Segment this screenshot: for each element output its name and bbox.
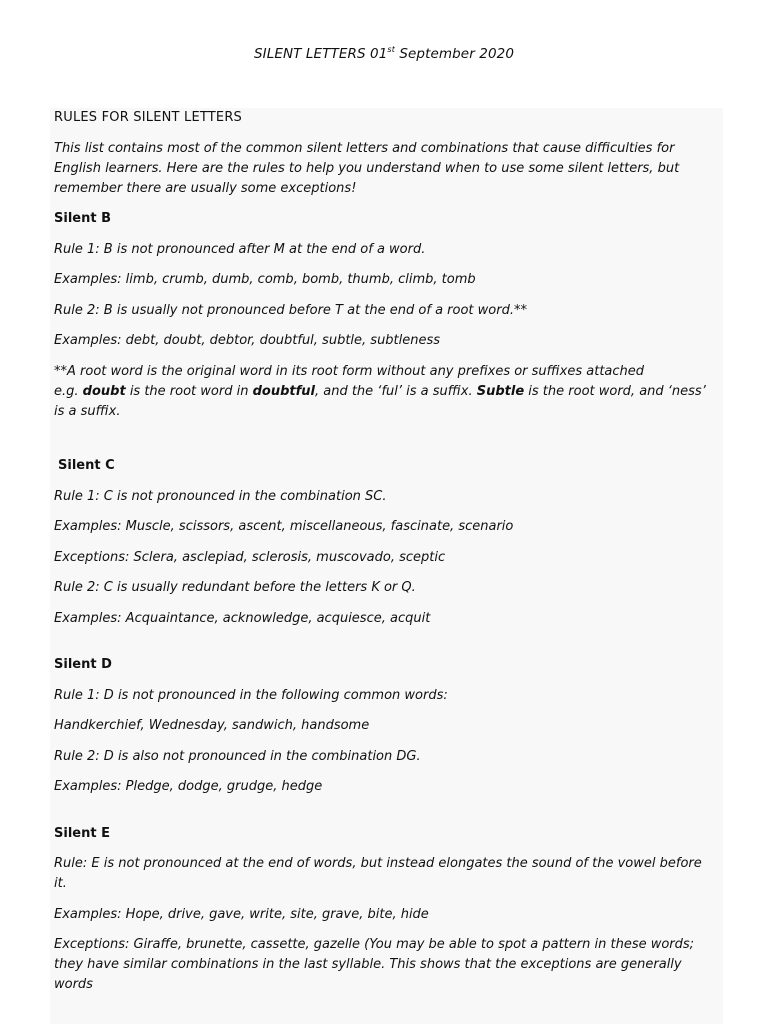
silent-c-heading: Silent C <box>58 458 115 473</box>
root-word-note-line-1: **A root word is the original word in its root form without any prefixes or suffixes attached <box>54 363 645 379</box>
note-end: is the root word, and ‘ness’ is a suffix. <box>54 383 706 419</box>
silent-b-heading: Silent B <box>54 211 111 226</box>
page-title <box>0 46 768 62</box>
title-ordinal-suffix: st <box>387 45 395 54</box>
note-mid-1: is the root word in <box>129 383 249 399</box>
silent-e-exceptions: Exceptions: Giraffe, brunette, cassette, gazelle (You may be able to spot a pattern in these words; they have similar combinations in the last syllable. This shows that the exceptions are generally words <box>54 937 695 992</box>
section-gap <box>54 432 716 456</box>
silent-d-rule-2: Rule 2: D is also not pronounced in the combination DG. <box>54 748 421 764</box>
title-date: September 2020 <box>399 46 515 62</box>
silent-e-examples: Examples: Hope, drive, gave, write, site, grave, bite, hide <box>54 906 429 922</box>
silent-e-heading: Silent E <box>54 825 110 841</box>
silent-d-words-1: Handkerchief, Wednesday, sandwich, handsome <box>54 718 370 733</box>
silent-d-examples-2: Examples: Pledge, dodge, grudge, hedge <box>54 779 323 794</box>
rules-heading: RULES FOR SILENT LETTERS <box>54 110 243 125</box>
note-mid-2: , and the ‘ful’ is a suffix. <box>314 383 473 399</box>
note-word-doubtful: doubtful <box>252 383 315 399</box>
section-gap <box>54 808 716 824</box>
silent-d-heading: Silent D <box>54 657 112 672</box>
silent-b-examples-1: Examples: limb, crumb, dumb, comb, bomb, thumb, climb, tomb <box>54 272 476 287</box>
silent-d-rule-1: Rule 1: D is not pronounced in the following common words: <box>54 687 448 703</box>
section-gap <box>54 639 716 655</box>
intro-paragraph: This list contains most of the common silent letters and combinations that cause difficulties for English learners. Here are the rules to help you understand when to use some silent letters, but remember there are usually some exceptions! <box>54 140 680 196</box>
document-body <box>54 108 716 1006</box>
silent-c-examples-2: Examples: Acquaintance, acknowledge, acquiesce, acquit <box>54 610 431 626</box>
note-eg: e.g. <box>54 383 79 399</box>
silent-b-examples-2: Examples: debt, doubt, debtor, doubtful, subtle, subtleness <box>54 333 441 348</box>
silent-c-exceptions-1: Exceptions: Sclera, asclepiad, sclerosis, muscovado, sceptic <box>54 549 446 565</box>
silent-b-rule-1: Rule 1: B is not pronounced after M at the end of a word. <box>54 241 426 257</box>
title-text: SILENT LETTERS 01 <box>253 46 388 62</box>
silent-c-rule-1: Rule 1: C is not pronounced in the combination SC. <box>54 488 387 504</box>
silent-c-examples-1: Examples: Muscle, scissors, ascent, miscellaneous, fascinate, scenario <box>54 519 514 534</box>
silent-c-rule-2: Rule 2: C is usually redundant before the letters K or Q. <box>54 580 416 595</box>
note-word-doubt: doubt <box>82 383 126 399</box>
silent-e-rule: Rule: E is not pronounced at the end of words, but instead elongates the sound of the vowel before it. <box>54 856 702 891</box>
silent-b-rule-2: Rule 2: B is usually not pronounced before T at the end of a root word.** <box>54 302 527 318</box>
root-word-note <box>54 362 716 422</box>
note-word-subtle: Subtle <box>476 383 525 399</box>
